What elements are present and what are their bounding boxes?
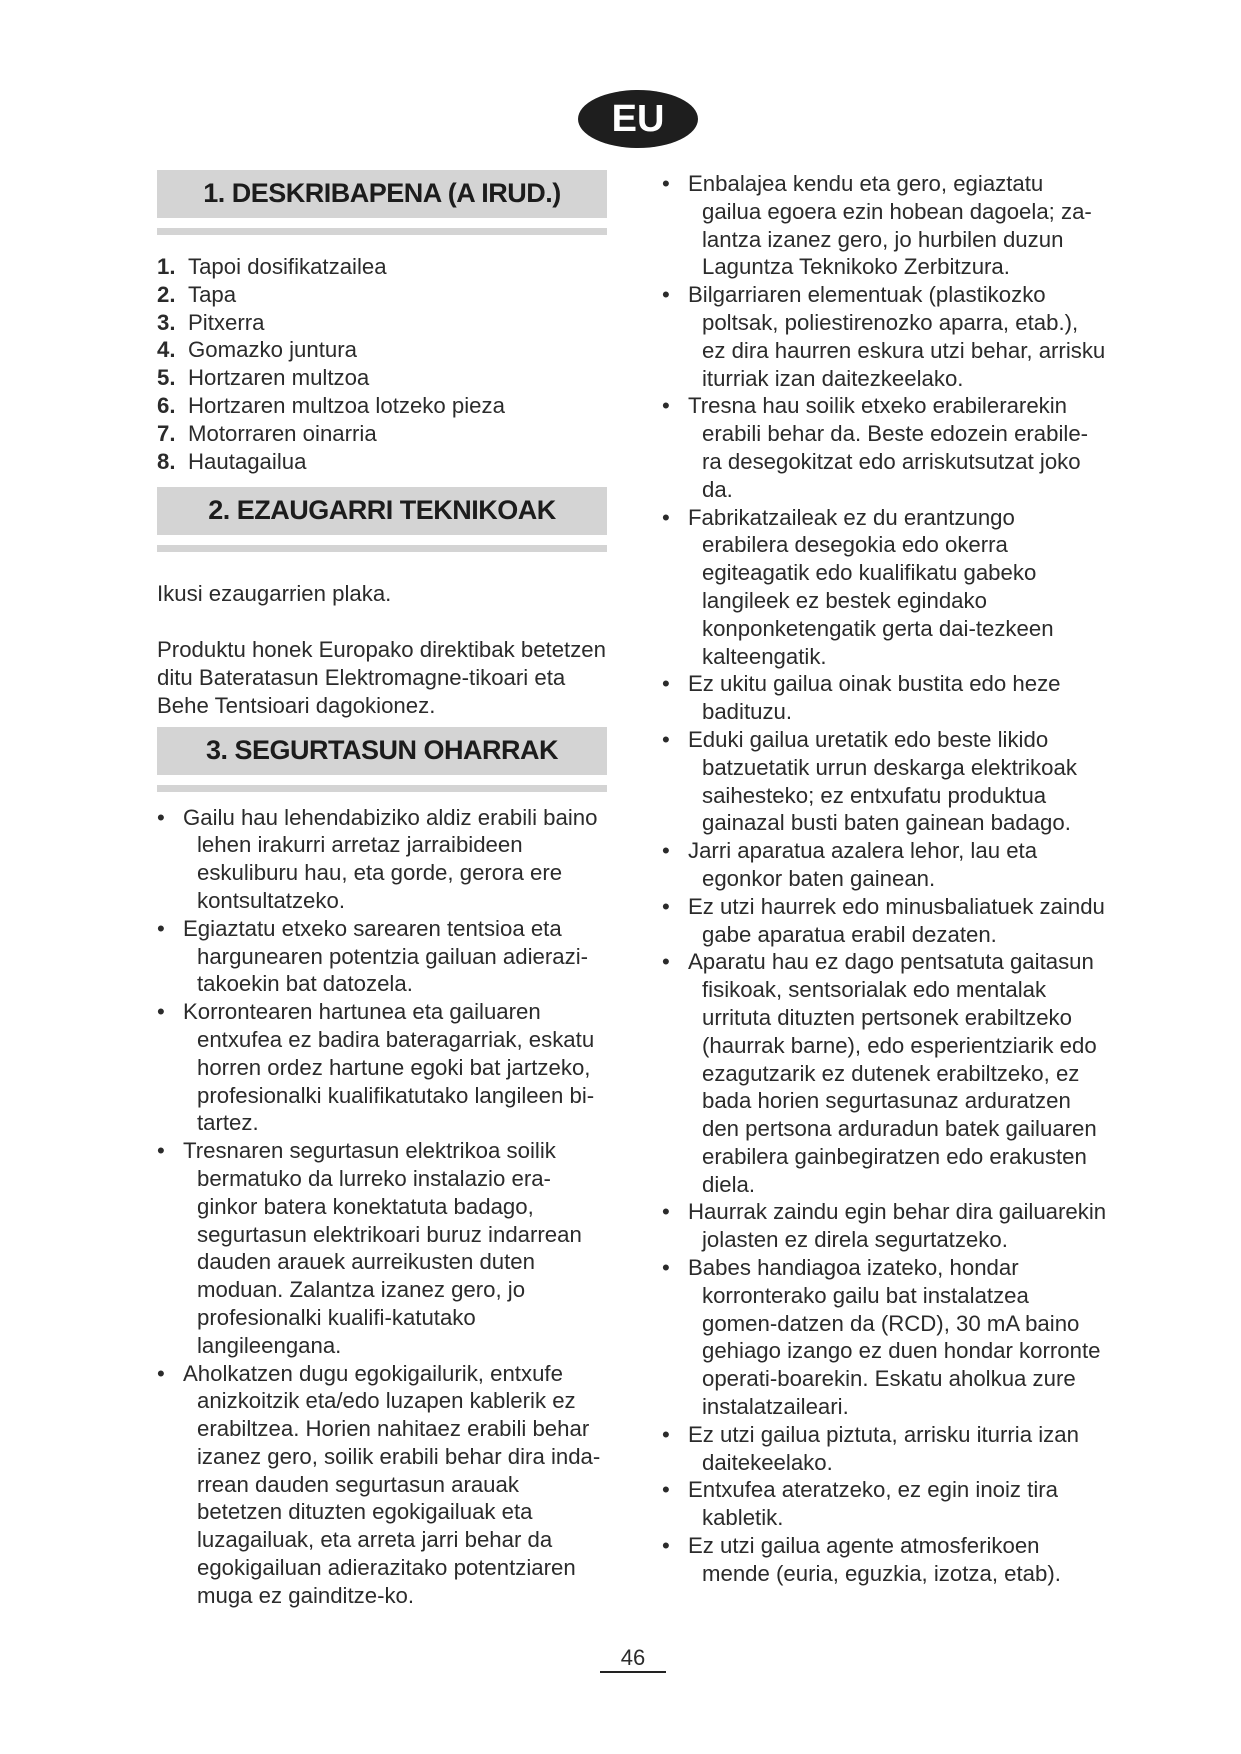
item-number: 8. bbox=[157, 448, 176, 474]
list-item: • Egiaztatu etxeko sarearen tentsioa eta hargunearen potentzia gailuan adierazi-takoekin bat datozela. bbox=[157, 915, 607, 998]
item-label: Pitxerra bbox=[188, 309, 265, 335]
section-divider bbox=[157, 545, 607, 552]
page-number: 46 bbox=[600, 1645, 666, 1673]
parts-list bbox=[157, 253, 607, 475]
list-item: • Ez utzi gailua agente atmosferikoen mende (euria, eguzkia, izotza, etab). bbox=[662, 1532, 1107, 1588]
item-number: 3. bbox=[157, 309, 176, 335]
list-item: • Fabrikatzaileak ez du erantzungo erabilera desegokia edo okerra egiteagatik edo kualifikatu gabeko langileek ez bestek egindako konponketengatik gerta dai-tezkeen kalteengatik. bbox=[662, 504, 1107, 671]
list-item: • Eduki gailua uretatik edo beste likido batzuetatik urrun deskarga elektrikoak saihesteko; ez entxufatu produktua gainazal busti baten gainean badago. bbox=[662, 726, 1107, 837]
list-item: • Bilgarriaren elementuak (plastikozko poltsak, poliestirenozko aparra, etab.), ez dira haurren eskura utzi behar, arrisku iturriak izan daitezkeelako. bbox=[662, 281, 1107, 392]
list-item: • Aholkatzen dugu egokigailurik, entxufe anizkoitzik eta/edo luzapen kablerik ez erabiltzea. Horien nahitaez erabili behar izanez gero, soilik erabili behar dira inda-rrean dauden segurtasun arauak betetzen dituzten egokigailuak eta luzagailuak, eta arreta jarri behar da egokigailuan adierazitako potentziaren muga ez gainditze-ko. bbox=[157, 1360, 607, 1610]
item-number: 2. bbox=[157, 281, 176, 307]
item-label: Gomazko juntura bbox=[188, 337, 357, 363]
list-item bbox=[157, 281, 607, 309]
list-item: • Babes handiagoa izateko, hondar korronterako gailu bat instalatzea gomen-datzen da (RCD), 30 mA baino gehiago izango ez duen hondar korronte operati-boarekin. Eskatu aholkua zure instalatzaileari. bbox=[662, 1254, 1107, 1421]
list-item: • Entxufea ateratzeko, ez egin inoiz tira kabletik. bbox=[662, 1476, 1107, 1532]
section-title-technical: 2. EZAUGARRI TEKNIKOAK bbox=[157, 487, 607, 535]
item-label: Hautagailua bbox=[188, 448, 307, 474]
item-label: Motorraren oinarria bbox=[188, 420, 377, 446]
item-number: 5. bbox=[157, 365, 176, 391]
list-item bbox=[157, 253, 607, 281]
list-item: • Tresna hau soilik etxeko erabilerarekin erabili behar da. Beste edozein erabile-ra desegokitzat edo arriskutsutzat joko da. bbox=[662, 392, 1107, 503]
list-item: • Gailu hau lehendabiziko aldiz erabili baino lehen irakurri arretaz jarraibideen eskuliburu hau, eta gorde, gerora ere kontsultatzeko. bbox=[157, 804, 607, 915]
item-label: Hortzaren multzoa bbox=[188, 365, 370, 391]
list-item bbox=[157, 392, 607, 420]
list-item bbox=[157, 336, 607, 364]
section-title-safety: 3. SEGURTASUN OHARRAK bbox=[157, 727, 607, 775]
list-item bbox=[157, 420, 607, 448]
safety-list-left bbox=[157, 804, 607, 1610]
technical-paragraph: Produktu honek Europako direktibak betetzen ditu Bateratasun Elektromagne-tikoari eta Behe Tentsioari dagokionez. bbox=[157, 637, 606, 718]
list-item: • Korrontearen hartunea eta gailuaren entxufea ez badira bateragarriak, eskatu horren ordez hartune egoki bat jartzeko, profesionalki kualifikatutako langileen bi-tartez. bbox=[157, 998, 607, 1137]
list-item bbox=[157, 309, 607, 337]
list-item bbox=[157, 448, 607, 476]
list-item: • Ez ukitu gailua oinak bustita edo heze badituzu. bbox=[662, 670, 1107, 726]
safety-list-right bbox=[662, 170, 1107, 1588]
left-column bbox=[157, 170, 607, 1610]
list-item: • Haurrak zaindu egin behar dira gailuarekin jolasten ez direla segurtatzeko. bbox=[662, 1198, 1107, 1254]
item-label: Hortzaren multzoa lotzeko pieza bbox=[188, 392, 505, 418]
item-number: 6. bbox=[157, 392, 176, 418]
list-item: • Aparatu hau ez dago pentsatuta gaitasun fisikoak, sentsorialak edo mentalak urrituta dituzten pertsonek erabiltzeko (haurrak barne), edo esperientziarik edo ezagutzarik ez dutenek erabiltzeko, ez bada horien segurtasunaz arduratzen den pertsona arduradun batek gailuaren erabilera gainbegiratzen edo erakusten diela. bbox=[662, 948, 1107, 1198]
list-item: • Ez utzi gailua piztuta, arrisku iturria izan daitekeelako. bbox=[662, 1421, 1107, 1477]
item-number: 7. bbox=[157, 420, 176, 446]
list-item: • Ez utzi haurrek edo minusbaliatuek zaindu gabe aparatua erabil dezaten. bbox=[662, 893, 1107, 949]
item-label: Tapoi dosifikatzailea bbox=[188, 254, 387, 279]
section-title-description: 1. DESKRIBAPENA (A IRUD.) bbox=[157, 170, 607, 218]
language-badge: EU bbox=[578, 90, 698, 148]
right-column bbox=[662, 170, 1107, 1588]
list-item bbox=[157, 364, 607, 392]
section-divider bbox=[157, 785, 607, 792]
item-number: 4. bbox=[157, 337, 176, 363]
item-number: 1. bbox=[157, 254, 176, 279]
list-item: • Jarri aparatua azalera lehor, lau eta egonkor baten gainean. bbox=[662, 837, 1107, 893]
list-item: • Tresnaren segurtasun elektrikoa soilik bermatuko da lurreko instalazio era-ginkor batera konektatuta badago, segurtasun elektrikoari buruz indarrean dauden arauek aurreikusten duten moduan. Zalantza izanez gero, jo profesionalki kualifi-katutako langileengana. bbox=[157, 1137, 607, 1359]
technical-paragraph: Ikusi ezaugarrien plaka. bbox=[157, 581, 392, 607]
item-label: Tapa bbox=[188, 281, 237, 307]
list-item: • Enbalajea kendu eta gero, egiaztatu gailua egoera ezin hobean dagoela; za-lantza izanez gero, jo hurbilen duzun Laguntza Teknikoko Zerbitzura. bbox=[662, 170, 1107, 281]
section-divider bbox=[157, 228, 607, 235]
